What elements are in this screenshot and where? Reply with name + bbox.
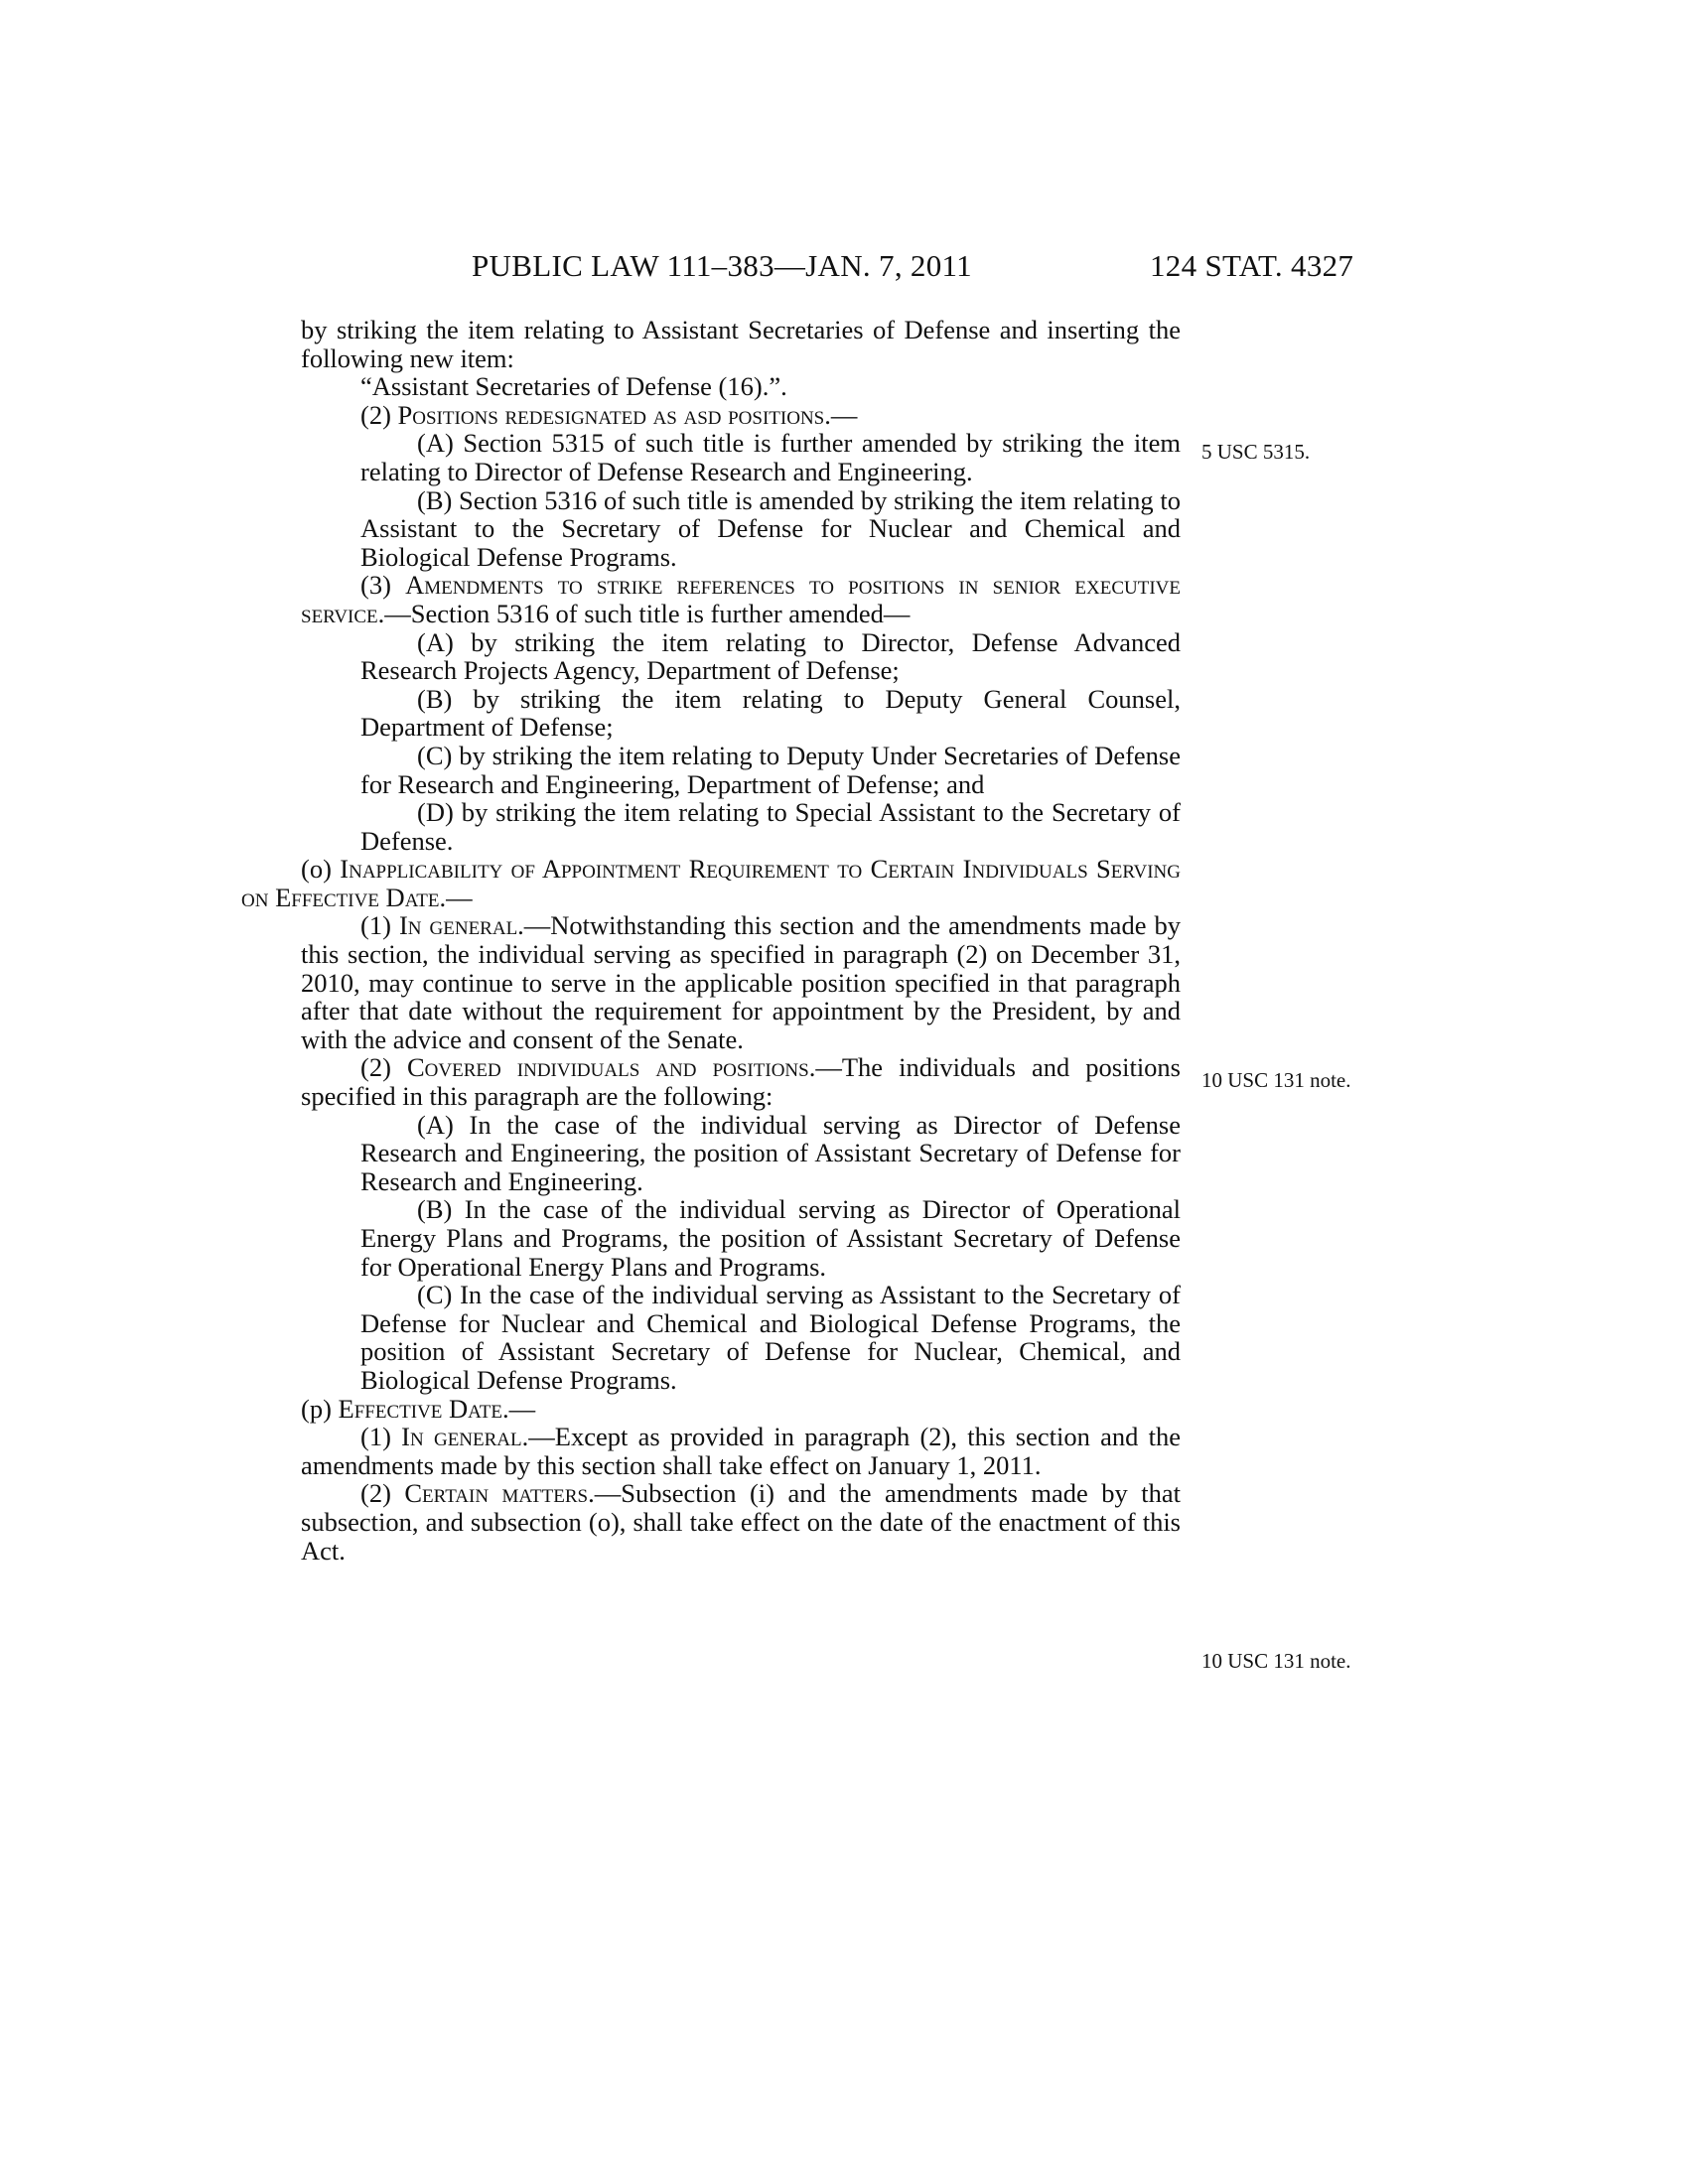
subparagraph-b <box>301 685 1181 742</box>
running-head: PUBLIC LAW 111–383—JAN. 7, 2011 <box>472 248 972 283</box>
paragraph-number: (3) <box>360 570 406 601</box>
paragraph-text: — <box>830 399 858 430</box>
paragraph-text: (B) In the case of the individual serving as Director of Operational Energy Plans and Programs, the position of Assistant Secretary of Defense for Operational Energy Plans and Programs. <box>360 1194 1181 1282</box>
paragraph-number: (2) <box>360 399 398 430</box>
document-body <box>241 315 1182 1566</box>
paragraph-2 <box>301 1479 1181 1565</box>
paragraph-text: (A) In the case of the individual serving as Director of Defense Research and Engineering, the position of Assistant Secretary of Defense for Research and Engineering. <box>360 1109 1181 1196</box>
paragraph-text: — <box>508 1393 536 1424</box>
paragraph-number: (2) <box>360 1052 407 1083</box>
subparagraph-b <box>301 1195 1181 1281</box>
section-heading: In general. <box>398 910 524 941</box>
paragraph-2 <box>301 1053 1181 1110</box>
subparagraph-d <box>301 798 1181 855</box>
paragraph-text: (C) In the case of the individual serving as Assistant to the Secretary of Defense for Nuclear and Chemical and Biological Defense Programs, the position of Assistant Secretary of Defense for Nuclear, Chemical, and Biological Defense Programs. <box>360 1280 1181 1395</box>
paragraph-text: (B) Section 5316 of such title is amended by striking the item relating to Assistant to the Secretary of Defense for Nuclear and Chemical and Biological Defense Programs. <box>360 484 1181 572</box>
paragraph-text: (A) Section 5315 of such title is further amended by striking the item relating to Director of Defense Research and Engineering. <box>360 428 1181 486</box>
margin-note-citation: 10 USC 131 note. <box>1201 1068 1351 1092</box>
paragraph-text: (C) by striking the item relating to Deputy Under Secretaries of Defense for Research and Engineering, Department of Defense; and <box>360 740 1181 799</box>
section-heading: Effective Date. <box>338 1393 509 1424</box>
section-heading: Amendments to strike references to positions in senior executive service. <box>301 570 1181 628</box>
subparagraph-c <box>301 1281 1181 1394</box>
paragraph-1 <box>301 911 1181 1053</box>
section-heading: In general. <box>401 1422 529 1452</box>
paragraph-text: —Section 5316 of such title is further amended— <box>384 598 911 628</box>
paragraph-2-heading <box>301 401 1181 430</box>
paragraph-text: “Assistant Secretaries of Defense (16).”. <box>360 371 787 402</box>
paragraph-text: (A) by striking the item relating to Director, Defense Advanced Research Projects Agency, Department of Defense; <box>360 626 1181 686</box>
stat-page-number: 124 STAT. 4327 <box>1150 248 1354 283</box>
section-heading: Covered individuals and positions. <box>406 1052 816 1083</box>
margin-note-citation: 5 USC 5315. <box>1201 440 1311 464</box>
paragraph-text: —Notwithstanding this section and the amendments made by this section, the individual serving as specified in paragraph (2) on December 31, 2010, may continue to serve in the applicable position specified in that paragraph after that date without the requirement for appointment by the President, by and with the advice and consent of the Senate. <box>301 910 1181 1054</box>
subparagraph-c <box>301 742 1181 798</box>
paragraph-text: —The individuals and positions specified in this paragraph are the following: <box>301 1052 1181 1112</box>
subsection-p-heading <box>301 1395 1181 1424</box>
subparagraph-a <box>301 628 1181 685</box>
paragraph-number: (2) <box>360 1478 405 1509</box>
subparagraph-b <box>301 486 1181 572</box>
section-heading: Inapplicability of Appointment Requirement to Certain Individuals Serving on Effective Date. <box>241 854 1181 912</box>
section-heading: Certain matters. <box>404 1478 595 1509</box>
paragraph-text: (B) by striking the item relating to Deputy General Counsel, Department of Defense; <box>360 683 1181 743</box>
paragraph-number: (1) <box>360 1422 402 1452</box>
paragraph-1 <box>301 1423 1181 1479</box>
paragraph-text: by striking the item relating to Assistant Secretaries of Defense and inserting the following new item: <box>301 315 1181 373</box>
section-heading: Positions redesignated as asd positions. <box>397 399 831 430</box>
paragraph-text: —Except as provided in paragraph (2), this section and the amendments made by this section shall take effect on January 1, 2011. <box>301 1422 1182 1480</box>
subsection-letter: (p) <box>301 1393 339 1424</box>
subsection-letter: (o) <box>301 854 341 885</box>
subparagraph-a <box>301 1111 1181 1196</box>
subparagraph-a <box>301 429 1181 485</box>
margin-note-citation: 10 USC 131 note. <box>1201 1649 1351 1673</box>
paragraph-text: (D) by striking the item relating to Special Assistant to the Secretary of Defense. <box>360 797 1181 856</box>
paragraph-3-heading <box>301 571 1181 627</box>
paragraph-number: (1) <box>360 910 399 941</box>
paragraph-text: — <box>446 882 473 912</box>
paragraph-text: —Subsection (i) and the amendments made by that subsection, and subsection (o), shall take effect on the date of the enactment of this Act. <box>301 1478 1181 1566</box>
page-header <box>0 248 1688 292</box>
paragraph <box>301 316 1181 372</box>
subsection-o-heading <box>241 855 1181 911</box>
quoted-item <box>301 372 1181 401</box>
